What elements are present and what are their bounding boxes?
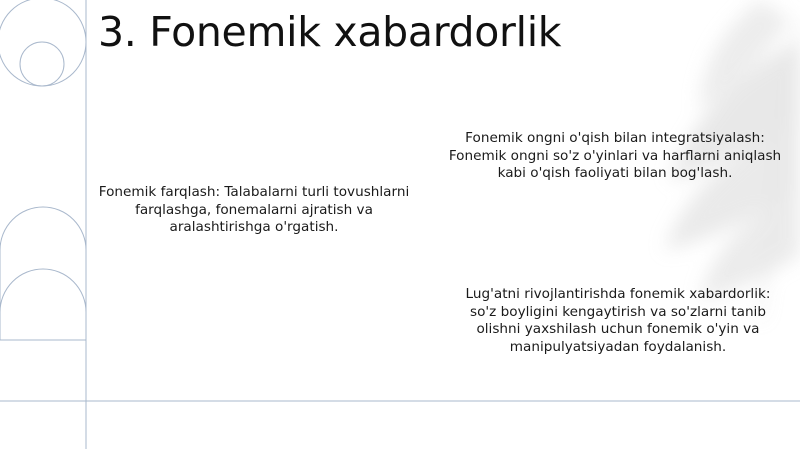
- text-block-reading-integration: Fonemik ongni o'qish bilan integratsiyalash: Fonemik ongni so'z o'yinlari va harflarni aniqlash kabi o'qish faoliyati bilan bog'lash.: [448, 130, 782, 181]
- deco-circle-small: [20, 42, 64, 86]
- slide-title: 3. Fonemik xabardorlik: [98, 8, 562, 56]
- text-block-vocabulary-development: Lug'atni rivojlantirishda fonemik xabardorlik: so'z boyligini kengaytirish va so'zlarni tanib olishni yaxshilash uchun fonemik o'yin va manipulyatsiyadan foydalanish.: [465, 286, 771, 355]
- deco-circle-large: [0, 0, 86, 86]
- deco-arch-lower: [0, 269, 86, 340]
- deco-arch-upper: [0, 207, 86, 340]
- text-block-phonemic-discrimination: Fonemik farqlash: Talabalarni turli tovushlarni farqlashga, fonemalarni ajratish va aralashtirishga o'rgatish.: [98, 184, 410, 235]
